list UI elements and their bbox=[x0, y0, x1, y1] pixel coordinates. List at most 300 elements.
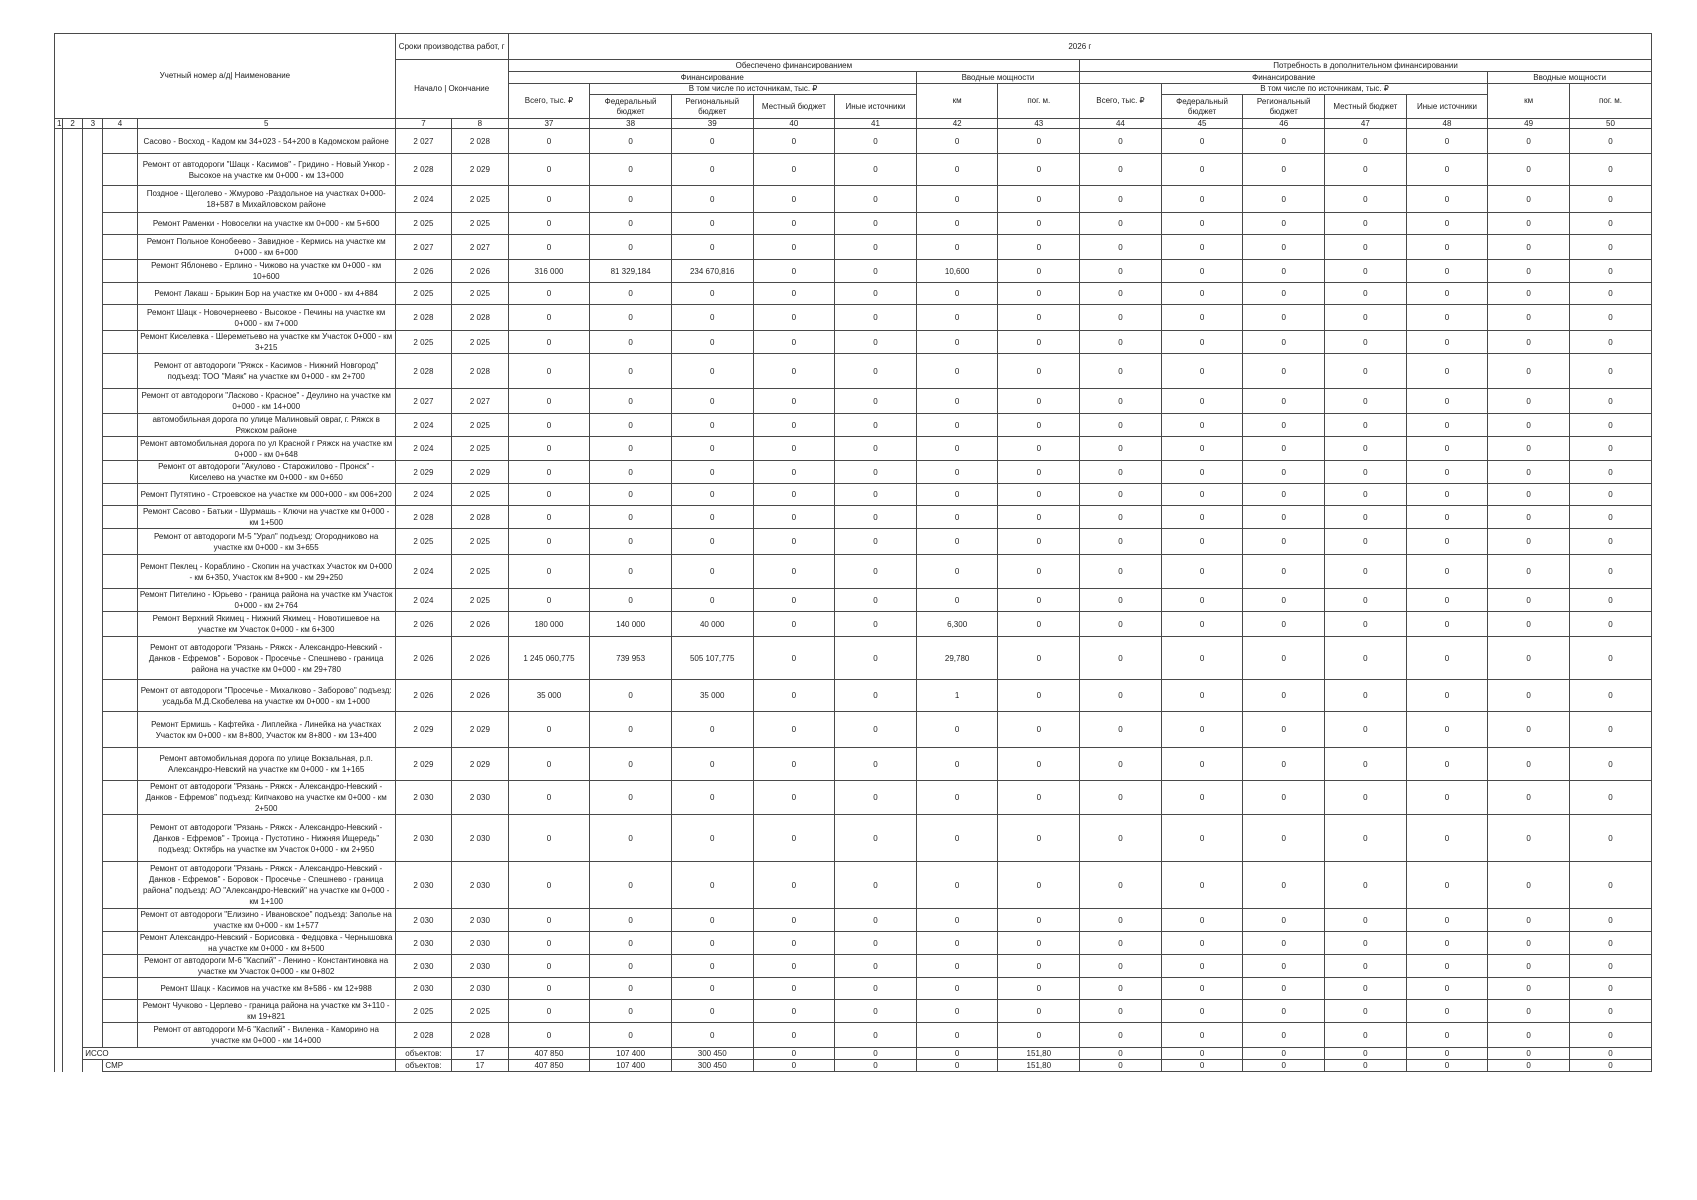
value-cell: 0 bbox=[753, 260, 835, 283]
value-cell: 0 bbox=[916, 154, 998, 186]
value-cell: 0 bbox=[1488, 186, 1570, 213]
value-cell: 0 bbox=[753, 712, 835, 748]
value-cell: 0 bbox=[1161, 354, 1243, 389]
table-row bbox=[55, 186, 1652, 213]
value-cell: 0 bbox=[753, 1023, 835, 1048]
value-cell: 0 bbox=[671, 909, 753, 932]
value-cell: 0 bbox=[1488, 978, 1570, 1000]
value-cell: 0 bbox=[1488, 529, 1570, 555]
value-cell: 0 bbox=[590, 331, 672, 354]
end-year: 2 030 bbox=[452, 815, 508, 862]
value-cell: 0 bbox=[1080, 748, 1162, 781]
value-cell: 0 bbox=[1243, 932, 1325, 955]
column-number: 38 bbox=[590, 119, 672, 129]
empty-cell bbox=[83, 461, 103, 484]
value-cell: 0 bbox=[671, 932, 753, 955]
value-cell: 234 670,816 bbox=[671, 260, 753, 283]
total-value-cell: 0 bbox=[753, 1060, 835, 1072]
value-cell: 0 bbox=[1569, 506, 1651, 529]
empty-cell bbox=[63, 506, 83, 529]
total-value-cell: 407 850 bbox=[508, 1048, 590, 1060]
value-cell: 0 bbox=[1325, 305, 1407, 331]
value-cell: 0 bbox=[1569, 305, 1651, 331]
value-cell: 0 bbox=[1161, 437, 1243, 461]
empty-cell bbox=[103, 1023, 137, 1048]
value-cell: 0 bbox=[1080, 909, 1162, 932]
value-cell: 0 bbox=[835, 484, 917, 506]
value-cell: 0 bbox=[508, 815, 590, 862]
empty-cell bbox=[103, 461, 137, 484]
value-cell: 0 bbox=[916, 331, 998, 354]
value-cell: 0 bbox=[753, 589, 835, 612]
value-cell: 0 bbox=[1325, 484, 1407, 506]
empty-cell bbox=[83, 680, 103, 712]
empty-cell bbox=[55, 260, 63, 283]
start-year: 2 027 bbox=[395, 389, 451, 414]
value-cell: 0 bbox=[671, 354, 753, 389]
value-cell: 0 bbox=[508, 748, 590, 781]
value-cell: 0 bbox=[508, 862, 590, 909]
road-name: Ремонт от автодороги "Просечье - Михалково - Заборово" подъезд: усадьба М.Д.Скобелева на участке км 0+000 - км 1+000 bbox=[137, 680, 395, 712]
start-year: 2 026 bbox=[395, 680, 451, 712]
value-cell: 0 bbox=[508, 414, 590, 437]
empty-cell bbox=[55, 712, 63, 748]
empty-cell bbox=[103, 414, 137, 437]
value-cell: 0 bbox=[508, 712, 590, 748]
column-number: 7 bbox=[395, 119, 451, 129]
value-cell: 0 bbox=[1243, 748, 1325, 781]
value-cell: 0 bbox=[753, 283, 835, 305]
empty-cell bbox=[103, 235, 137, 260]
value-cell: 0 bbox=[590, 213, 672, 235]
total-value-cell: 300 450 bbox=[671, 1048, 753, 1060]
empty-cell bbox=[63, 748, 83, 781]
road-name: Ремонт от автодороги "Рязань - Ряжск - Александро-Невский - Данков - Ефремов" подъезд: Кипчаково на участке км 0+000 - км 2+500 bbox=[137, 781, 395, 815]
road-name: Ремонт Чучково - Церлево - граница района на участке км 3+110 - км 19+821 bbox=[137, 1000, 395, 1023]
funded-local-header: Местный бюджет bbox=[753, 95, 835, 119]
total-value-cell: 0 bbox=[1569, 1048, 1651, 1060]
value-cell: 0 bbox=[916, 978, 998, 1000]
value-cell: 0 bbox=[1406, 129, 1488, 154]
table-row bbox=[55, 389, 1652, 414]
value-cell: 0 bbox=[1161, 331, 1243, 354]
value-cell: 0 bbox=[1406, 235, 1488, 260]
value-cell: 0 bbox=[1406, 437, 1488, 461]
need-local-header: Местный бюджет bbox=[1325, 95, 1407, 119]
total-value-cell: 0 bbox=[1406, 1048, 1488, 1060]
value-cell: 0 bbox=[1325, 186, 1407, 213]
empty-cell bbox=[63, 589, 83, 612]
value-cell: 0 bbox=[1161, 213, 1243, 235]
empty-cell bbox=[55, 862, 63, 909]
value-cell: 0 bbox=[1161, 612, 1243, 637]
value-cell: 0 bbox=[753, 955, 835, 978]
value-cell: 0 bbox=[1569, 978, 1651, 1000]
value-cell: 0 bbox=[1161, 815, 1243, 862]
end-year: 2 025 bbox=[452, 414, 508, 437]
value-cell: 0 bbox=[1325, 748, 1407, 781]
empty-cell bbox=[63, 283, 83, 305]
empty-cell bbox=[83, 748, 103, 781]
value-cell: 0 bbox=[753, 748, 835, 781]
value-cell: 0 bbox=[1243, 555, 1325, 589]
value-cell: 0 bbox=[1080, 862, 1162, 909]
empty-cell bbox=[55, 305, 63, 331]
value-cell: 0 bbox=[1080, 260, 1162, 283]
value-cell: 0 bbox=[1325, 213, 1407, 235]
value-cell: 0 bbox=[835, 748, 917, 781]
empty-cell bbox=[83, 1000, 103, 1023]
value-cell: 0 bbox=[1325, 461, 1407, 484]
value-cell: 0 bbox=[1325, 815, 1407, 862]
value-cell: 0 bbox=[1569, 283, 1651, 305]
empty-cell bbox=[83, 955, 103, 978]
end-year: 2 030 bbox=[452, 909, 508, 932]
value-cell: 0 bbox=[1569, 1000, 1651, 1023]
value-cell: 0 bbox=[1161, 712, 1243, 748]
empty-cell bbox=[103, 260, 137, 283]
value-cell: 0 bbox=[1488, 637, 1570, 680]
value-cell: 0 bbox=[998, 260, 1080, 283]
value-cell: 0 bbox=[1406, 781, 1488, 815]
empty-cell bbox=[103, 354, 137, 389]
end-year: 2 028 bbox=[452, 129, 508, 154]
value-cell: 0 bbox=[835, 305, 917, 331]
value-cell: 0 bbox=[1406, 589, 1488, 612]
start-year: 2 024 bbox=[395, 186, 451, 213]
value-cell: 0 bbox=[671, 283, 753, 305]
empty-cell bbox=[63, 612, 83, 637]
start-year: 2 030 bbox=[395, 815, 451, 862]
value-cell: 0 bbox=[1243, 213, 1325, 235]
value-cell: 0 bbox=[1080, 932, 1162, 955]
value-cell: 0 bbox=[1569, 461, 1651, 484]
value-cell: 0 bbox=[1406, 637, 1488, 680]
empty-cell bbox=[63, 213, 83, 235]
empty-cell bbox=[55, 283, 63, 305]
value-cell: 0 bbox=[671, 748, 753, 781]
value-cell: 0 bbox=[590, 1023, 672, 1048]
value-cell: 0 bbox=[1080, 712, 1162, 748]
value-cell: 0 bbox=[1080, 186, 1162, 213]
empty-cell bbox=[103, 305, 137, 331]
value-cell: 0 bbox=[1161, 932, 1243, 955]
total-row bbox=[55, 1048, 1652, 1060]
value-cell: 0 bbox=[1406, 529, 1488, 555]
value-cell: 0 bbox=[1569, 748, 1651, 781]
value-cell: 0 bbox=[508, 354, 590, 389]
empty-cell bbox=[83, 932, 103, 955]
value-cell: 0 bbox=[671, 781, 753, 815]
value-cell: 505 107,775 bbox=[671, 637, 753, 680]
empty-cell bbox=[63, 955, 83, 978]
start-year: 2 024 bbox=[395, 555, 451, 589]
value-cell: 0 bbox=[1488, 389, 1570, 414]
table-row bbox=[55, 354, 1652, 389]
start-year: 2 025 bbox=[395, 529, 451, 555]
value-cell: 0 bbox=[1080, 637, 1162, 680]
value-cell: 0 bbox=[1325, 978, 1407, 1000]
value-cell: 0 bbox=[1325, 612, 1407, 637]
value-cell: 0 bbox=[590, 461, 672, 484]
value-cell: 0 bbox=[835, 637, 917, 680]
value-cell: 0 bbox=[1488, 354, 1570, 389]
value-cell: 0 bbox=[1080, 213, 1162, 235]
value-cell: 0 bbox=[508, 461, 590, 484]
value-cell: 10,600 bbox=[916, 260, 998, 283]
value-cell: 0 bbox=[1569, 484, 1651, 506]
value-cell: 0 bbox=[1406, 815, 1488, 862]
value-cell: 0 bbox=[671, 437, 753, 461]
empty-cell bbox=[83, 305, 103, 331]
value-cell: 0 bbox=[916, 235, 998, 260]
table-row bbox=[55, 637, 1652, 680]
value-cell: 0 bbox=[916, 1023, 998, 1048]
value-cell: 0 bbox=[916, 555, 998, 589]
empty-cell bbox=[63, 978, 83, 1000]
end-year: 2 027 bbox=[452, 235, 508, 260]
need-pogm-header: пог. м. bbox=[1569, 84, 1651, 119]
value-cell: 0 bbox=[1161, 389, 1243, 414]
objects-label: объектов: bbox=[395, 1048, 451, 1060]
value-cell: 0 bbox=[1243, 354, 1325, 389]
value-cell: 0 bbox=[1243, 283, 1325, 305]
value-cell: 0 bbox=[508, 437, 590, 461]
value-cell: 0 bbox=[753, 461, 835, 484]
start-year: 2 024 bbox=[395, 414, 451, 437]
need-financing-header: Финансирование bbox=[1080, 72, 1488, 84]
value-cell: 0 bbox=[1243, 506, 1325, 529]
table-row bbox=[55, 862, 1652, 909]
value-cell: 0 bbox=[508, 955, 590, 978]
value-cell: 0 bbox=[1243, 235, 1325, 260]
value-cell: 0 bbox=[1488, 712, 1570, 748]
value-cell: 0 bbox=[1488, 955, 1570, 978]
value-cell: 0 bbox=[1080, 680, 1162, 712]
total-value-cell: 0 bbox=[1325, 1060, 1407, 1072]
table-row bbox=[55, 748, 1652, 781]
empty-cell bbox=[83, 354, 103, 389]
value-cell: 0 bbox=[671, 186, 753, 213]
value-cell: 0 bbox=[508, 186, 590, 213]
value-cell: 0 bbox=[998, 389, 1080, 414]
value-cell: 0 bbox=[590, 154, 672, 186]
column-number: 41 bbox=[835, 119, 917, 129]
value-cell: 0 bbox=[998, 815, 1080, 862]
empty-cell bbox=[63, 637, 83, 680]
start-year: 2 024 bbox=[395, 484, 451, 506]
value-cell: 0 bbox=[1161, 154, 1243, 186]
value-cell: 0 bbox=[916, 461, 998, 484]
value-cell: 0 bbox=[508, 506, 590, 529]
value-cell: 0 bbox=[1325, 555, 1407, 589]
value-cell: 0 bbox=[1569, 555, 1651, 589]
report-sheet bbox=[54, 33, 1652, 1072]
road-name: Сасово - Восход - Кадом км 34+023 - 54+200 в Кадомском районе bbox=[137, 129, 395, 154]
objects-count: 17 bbox=[452, 1048, 508, 1060]
value-cell: 0 bbox=[1488, 815, 1570, 862]
value-cell: 0 bbox=[508, 305, 590, 331]
value-cell: 0 bbox=[508, 213, 590, 235]
value-cell: 0 bbox=[1325, 680, 1407, 712]
value-cell: 0 bbox=[1488, 414, 1570, 437]
end-year: 2 025 bbox=[452, 555, 508, 589]
objects-count: 17 bbox=[452, 1060, 508, 1072]
value-cell: 0 bbox=[916, 213, 998, 235]
value-cell: 0 bbox=[1243, 437, 1325, 461]
value-cell: 0 bbox=[998, 1023, 1080, 1048]
total-value-cell: 0 bbox=[1325, 1048, 1407, 1060]
table-row bbox=[55, 331, 1652, 354]
total-value-cell: 0 bbox=[1488, 1060, 1570, 1072]
value-cell: 0 bbox=[753, 414, 835, 437]
start-year: 2 029 bbox=[395, 748, 451, 781]
end-year: 2 028 bbox=[452, 1023, 508, 1048]
column-number: 45 bbox=[1161, 119, 1243, 129]
value-cell: 0 bbox=[998, 305, 1080, 331]
start-year: 2 025 bbox=[395, 331, 451, 354]
value-cell: 0 bbox=[671, 331, 753, 354]
value-cell: 0 bbox=[1243, 862, 1325, 909]
value-cell: 0 bbox=[671, 555, 753, 589]
end-year: 2 030 bbox=[452, 932, 508, 955]
value-cell: 0 bbox=[1243, 955, 1325, 978]
need-sources-header: В том числе по источникам, тыс. ₽ bbox=[1161, 84, 1488, 95]
empty-cell bbox=[63, 129, 83, 154]
value-cell: 0 bbox=[590, 712, 672, 748]
value-cell: 0 bbox=[590, 815, 672, 862]
value-cell: 0 bbox=[1569, 680, 1651, 712]
need-km-header: км bbox=[1488, 84, 1570, 119]
empty-cell bbox=[83, 154, 103, 186]
value-cell: 0 bbox=[1406, 680, 1488, 712]
empty-cell bbox=[83, 484, 103, 506]
empty-cell bbox=[103, 283, 137, 305]
start-year: 2 030 bbox=[395, 955, 451, 978]
value-cell: 0 bbox=[753, 978, 835, 1000]
value-cell: 0 bbox=[1161, 283, 1243, 305]
value-cell: 0 bbox=[916, 506, 998, 529]
value-cell: 1 bbox=[916, 680, 998, 712]
value-cell: 0 bbox=[998, 283, 1080, 305]
total-value-cell: 0 bbox=[916, 1048, 998, 1060]
value-cell: 0 bbox=[753, 186, 835, 213]
value-cell: 0 bbox=[1569, 437, 1651, 461]
value-cell: 0 bbox=[998, 555, 1080, 589]
value-cell: 0 bbox=[671, 589, 753, 612]
column-number: 50 bbox=[1569, 119, 1651, 129]
start-year: 2 026 bbox=[395, 612, 451, 637]
value-cell: 0 bbox=[1243, 589, 1325, 612]
value-cell: 0 bbox=[1488, 461, 1570, 484]
empty-cell bbox=[63, 186, 83, 213]
value-cell: 0 bbox=[1325, 260, 1407, 283]
funded-financing-header: Финансирование bbox=[508, 72, 916, 84]
empty-cell bbox=[63, 354, 83, 389]
objects-label: объектов: bbox=[395, 1060, 451, 1072]
empty-cell bbox=[83, 712, 103, 748]
end-year: 2 030 bbox=[452, 781, 508, 815]
empty-cell bbox=[83, 129, 103, 154]
value-cell: 0 bbox=[1243, 154, 1325, 186]
empty-cell bbox=[63, 909, 83, 932]
value-cell: 35 000 bbox=[508, 680, 590, 712]
value-cell: 0 bbox=[1569, 154, 1651, 186]
value-cell: 0 bbox=[916, 186, 998, 213]
value-cell: 0 bbox=[1406, 955, 1488, 978]
end-year: 2 025 bbox=[452, 213, 508, 235]
value-cell: 0 bbox=[1080, 815, 1162, 862]
value-cell: 0 bbox=[1325, 1000, 1407, 1023]
value-cell: 0 bbox=[590, 955, 672, 978]
empty-cell bbox=[83, 1060, 103, 1072]
empty-cell bbox=[63, 331, 83, 354]
value-cell: 0 bbox=[1325, 389, 1407, 414]
value-cell: 0 bbox=[1243, 712, 1325, 748]
value-cell: 0 bbox=[1406, 484, 1488, 506]
value-cell: 0 bbox=[508, 932, 590, 955]
empty-cell bbox=[83, 815, 103, 862]
value-cell: 0 bbox=[998, 909, 1080, 932]
column-number: 2 bbox=[63, 119, 83, 129]
value-cell: 0 bbox=[590, 680, 672, 712]
start-year: 2 026 bbox=[395, 260, 451, 283]
empty-cell bbox=[83, 909, 103, 932]
end-year: 2 030 bbox=[452, 955, 508, 978]
value-cell: 0 bbox=[1569, 637, 1651, 680]
table-header bbox=[55, 34, 1652, 129]
value-cell: 0 bbox=[753, 331, 835, 354]
value-cell: 0 bbox=[1406, 283, 1488, 305]
value-cell: 0 bbox=[835, 331, 917, 354]
road-name: Ремонт от автодороги "Ласково - Красное" - Деулино на участке км 0+000 - км 14+000 bbox=[137, 389, 395, 414]
table-row bbox=[55, 1000, 1652, 1023]
value-cell: 140 000 bbox=[590, 612, 672, 637]
empty-cell bbox=[55, 414, 63, 437]
value-cell: 0 bbox=[998, 186, 1080, 213]
value-cell: 0 bbox=[1488, 612, 1570, 637]
value-cell: 0 bbox=[1569, 862, 1651, 909]
total-value-cell: 151,80 bbox=[998, 1060, 1080, 1072]
value-cell: 0 bbox=[590, 129, 672, 154]
value-cell: 0 bbox=[1325, 354, 1407, 389]
value-cell: 0 bbox=[1325, 235, 1407, 260]
value-cell: 0 bbox=[1161, 305, 1243, 331]
value-cell: 0 bbox=[1406, 612, 1488, 637]
value-cell: 0 bbox=[1325, 712, 1407, 748]
value-cell: 0 bbox=[1569, 589, 1651, 612]
value-cell: 0 bbox=[1161, 529, 1243, 555]
table-row bbox=[55, 978, 1652, 1000]
start-year: 2 024 bbox=[395, 437, 451, 461]
table-row bbox=[55, 1023, 1652, 1048]
empty-cell bbox=[63, 862, 83, 909]
value-cell: 0 bbox=[1569, 213, 1651, 235]
value-cell: 0 bbox=[508, 389, 590, 414]
value-cell: 0 bbox=[1406, 354, 1488, 389]
value-cell: 40 000 bbox=[671, 612, 753, 637]
need-header: Потребность в дополнительном финансировании bbox=[1080, 60, 1652, 72]
empty-cell bbox=[103, 484, 137, 506]
value-cell: 0 bbox=[1488, 680, 1570, 712]
value-cell: 0 bbox=[1406, 1000, 1488, 1023]
funded-regional-header: Региональный бюджет bbox=[671, 95, 753, 119]
empty-cell bbox=[83, 260, 103, 283]
empty-cell bbox=[103, 637, 137, 680]
value-cell: 0 bbox=[1325, 955, 1407, 978]
empty-cell bbox=[55, 909, 63, 932]
value-cell: 0 bbox=[1080, 414, 1162, 437]
